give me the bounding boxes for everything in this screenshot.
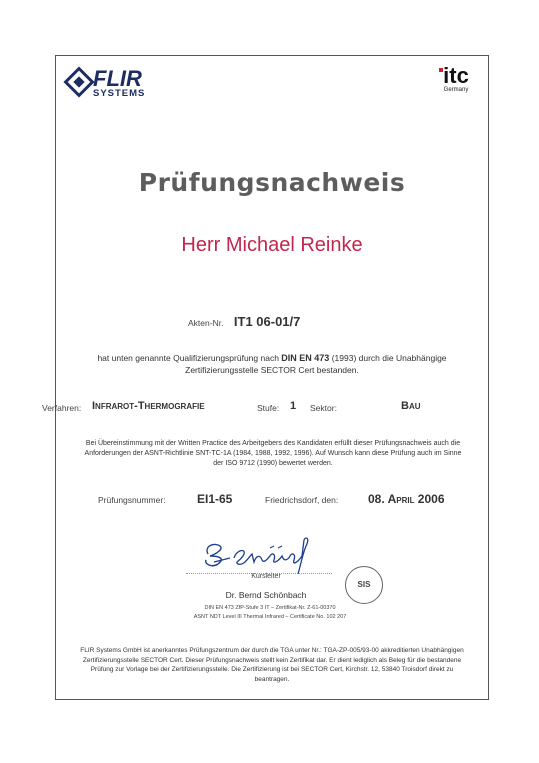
itc-logo — [434, 64, 478, 100]
qualification-standard: DIN EN 473 — [281, 353, 330, 363]
exam-number-label: Prüfungsnummer: — [98, 495, 166, 505]
file-number-label: Akten-Nr. — [188, 318, 224, 328]
exam-number-value: EI1-65 — [197, 492, 233, 506]
flir-logo-sub: SYSTEMS — [93, 88, 146, 99]
procedure-value: Infrarot-Thermografie — [92, 400, 205, 412]
stamp-text: SIS — [357, 580, 371, 589]
sis-stamp — [345, 566, 383, 604]
signer-certification-2: ASNT NDT Level III Thermal Infrared – Certificate No. 102 207 — [193, 614, 347, 620]
itc-dot-icon — [439, 68, 443, 72]
footer-statement: FLIR Systems GmbH ist anerkanntes Prüfungszentrum der durch die TGA unter Nr.: TGA-ZP-005/93-00 akkreditierten Unabhängigen Zertifizierungsstelle SECTOR Cert. Dieser Prüfungsnachweis stellt kein Zertifikat dar. Er dient lediglich als Beleg für die bestandene Prüfung zur Vorlage bei der Zertifizierungsstelle. Die Zertifizierung ist bei SECTOR Cert, Kirchstr. 12, 53840 Troisdorf direkt zu beantragen. — [80, 647, 464, 683]
exam-date: 08. April 2006 — [368, 492, 445, 506]
qualification-suffix: (1993) durch die Unabhängige Zertifizierungsstelle SECTOR Cert bestanden. — [185, 353, 447, 375]
level-value: 1 — [290, 400, 297, 412]
document-title: Prüfungsnachweis — [138, 168, 406, 197]
itc-logo-word: itc — [443, 63, 469, 88]
file-number — [188, 313, 300, 331]
asnt-statement: Bei Übereinstimmung mit der Written Practice des Arbeitgebers des Kandidaten erfüllt dieser Prüfungsnachweis auch die Anforderungen der ASNT-Richtlinie SNT-TC-1A (1984, 1988, 1992, 1996). Auf Wunsch kann diese Prüfung auch im Sinne der ISO 9712 (1990) bewertet werden. — [84, 440, 462, 467]
file-number-value: IT1 06-01/7 — [233, 314, 301, 329]
qualification-prefix: hat unten genannte Qualifizierungsprüfung nach — [97, 353, 279, 363]
signer-role: Kursleiter — [251, 573, 281, 580]
signer-name: Dr. Bernd Schönbach — [225, 590, 307, 600]
itc-logo-sub: Germany — [443, 87, 469, 93]
exam-row — [55, 492, 489, 508]
qualification-statement — [80, 352, 464, 376]
candidate-name: Herr Michael Reinke — [181, 234, 363, 256]
sector-label: Sektor: — [310, 403, 337, 413]
flir-logo — [68, 68, 164, 102]
flir-logo-word: FLIR — [93, 66, 142, 91]
place-date-label: Friedrichsdorf, den: — [265, 495, 339, 505]
sector-value: Bau — [401, 400, 421, 412]
certificate-border — [55, 55, 489, 700]
handwritten-signature — [200, 532, 320, 578]
flir-diamond-icon — [63, 66, 94, 97]
level-label: Stufe: — [257, 403, 280, 413]
procedure-label: Verfahren: — [42, 403, 82, 413]
signer-certification-1: DIN EN 473 ZfP-Stufe 3 IT – Zertifikat-Nr. Z-61-00370 — [204, 605, 336, 611]
procedure-row — [42, 400, 512, 416]
